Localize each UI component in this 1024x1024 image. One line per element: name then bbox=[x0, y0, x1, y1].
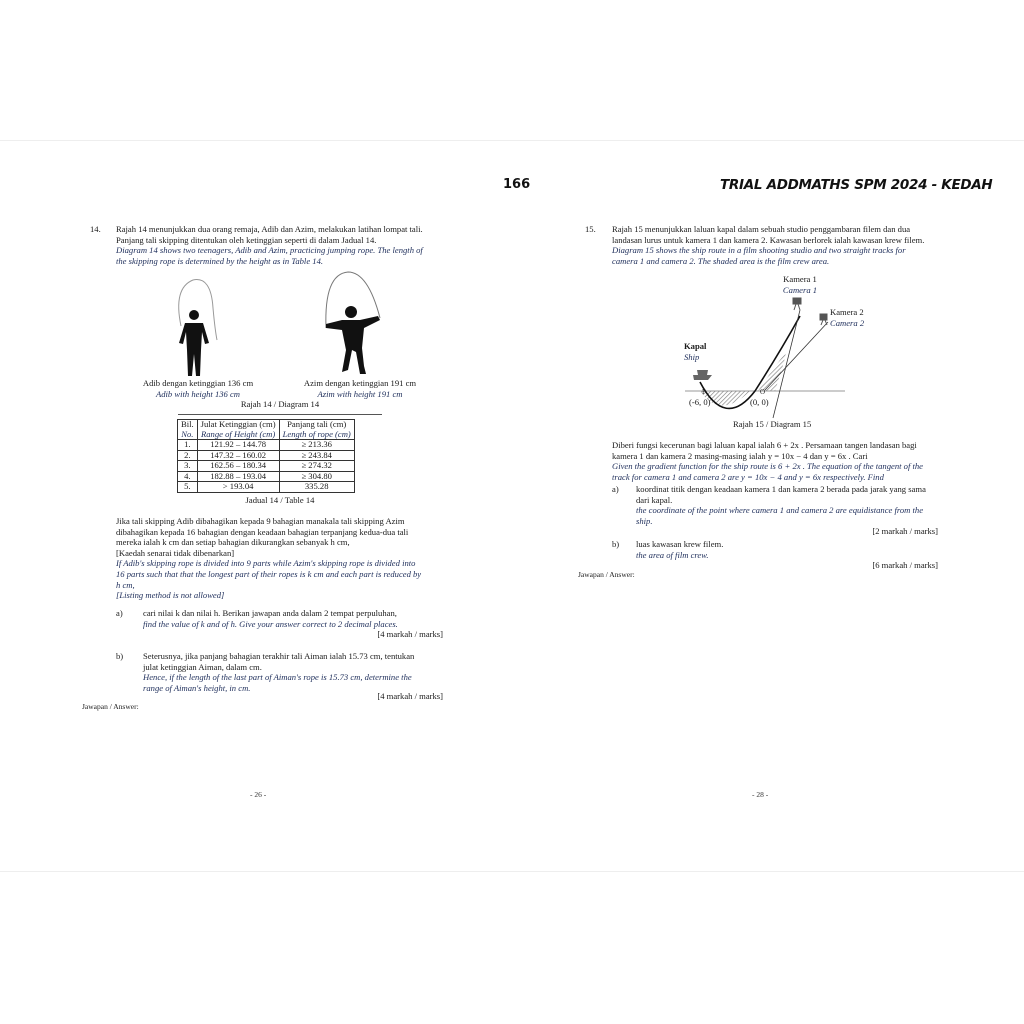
page-number: 166 bbox=[503, 177, 531, 192]
para-en-line: [Listing method is not allowed] bbox=[116, 590, 225, 601]
camera-2-label: Kamera 2 Camera 2 bbox=[830, 307, 865, 328]
intro-en-line: camera 1 and camera 2. The shaded area is the film crew area. bbox=[612, 255, 830, 266]
diagram-15-caption: Rajah 15 / Diagram 15 bbox=[733, 419, 812, 429]
part-b-marks: [4 markah / marks] bbox=[377, 691, 443, 701]
table-header-no: Bil. No. bbox=[178, 420, 198, 440]
table-row: 1. 121.92 – 144.78 ≥ 213.36 bbox=[178, 440, 355, 451]
table-14-caption: Jadual 14 / Table 14 bbox=[245, 495, 315, 505]
part-b-ms: Seterusnya, jika panjang bahagian terakhir tali Aiman ialah 15.73 cm, tentukan bbox=[143, 651, 415, 661]
table-header-length: Panjang tali (cm) Length of rope (cm) bbox=[279, 420, 354, 440]
part-a-en: the coordinate of the point where camera 1 and camera 2 are equidistance from the bbox=[636, 505, 924, 516]
divider bbox=[178, 414, 382, 415]
part-b-text bbox=[636, 539, 723, 560]
adib-caption bbox=[138, 378, 258, 399]
diagram-14-caption: Rajah 14 / Diagram 14 bbox=[240, 399, 320, 409]
intro-en-line: Diagram 14 shows two teenagers, Adib and Azim, practicing jumping rope. The length of bbox=[116, 245, 423, 256]
part-a-ms: koordinat titik dengan keadaan kamera 1 dan kamera 2 berada pada jarak yang sama bbox=[636, 484, 926, 494]
part-b-en: Hence, if the length of the last part of Aiman's rope is 15.73 cm, determine the bbox=[143, 672, 412, 683]
camera-1-label: Kamera 1 Camera 1 bbox=[782, 274, 818, 295]
para-ms-line: [Kaedah senarai tidak dibenarkan] bbox=[116, 547, 235, 558]
table-row: 5. > 193.04 335.28 bbox=[178, 482, 355, 493]
para-en-line: 16 parts such that that the longest part of their ropes is k cm and each part is reduced by bbox=[116, 568, 422, 579]
azim-caption-ms: Azim dengan ketinggian 191 cm bbox=[303, 378, 417, 388]
para-ms-line: dibahagikan kepada 16 bahagian dengan keadaan bahagian terpanjang kedua-dua tali bbox=[116, 526, 409, 537]
intro-ms-line: landasan lurus untuk kamera 1 dan kamera 2. Kawasan berlorek ialah kawasan krew filem. bbox=[612, 234, 925, 245]
page-footer: - 26 - bbox=[250, 790, 267, 799]
adib-caption-ms: Adib dengan ketinggian 136 cm bbox=[142, 378, 254, 388]
para-en-line: Given the gradient function for the ship route is 6 + 2x . The equation of the tangent of the bbox=[612, 461, 923, 472]
table-row: 4. 182.88 – 193.04 ≥ 304.80 bbox=[178, 471, 355, 482]
adib-caption-en: Adib with height 136 cm bbox=[155, 388, 241, 399]
part-b-en: range of Aiman's height, in cm. bbox=[143, 682, 251, 693]
question-number: 14. bbox=[90, 224, 101, 234]
part-a-text bbox=[143, 608, 398, 629]
part-b-text bbox=[143, 651, 414, 693]
point-p-coord: (-6, 0) bbox=[689, 397, 711, 407]
para-en-line: If Adib's skipping rope is divided into 9 parts while Azim's skipping rope is divided into bbox=[116, 558, 416, 569]
part-a-text bbox=[636, 484, 926, 526]
point-p-label: P bbox=[702, 388, 706, 396]
table-row: 3. 162.56 – 180.34 ≥ 274.32 bbox=[178, 461, 355, 472]
para-en-line: track for camera 1 and camera 2 are y = 10x − 4 and y = 6x respectively. Find bbox=[612, 471, 884, 482]
answer-label: Jawapan / Answer: bbox=[82, 702, 139, 711]
part-a-label: a) bbox=[116, 608, 123, 618]
point-o-label: O bbox=[760, 388, 766, 396]
page-footer: - 28 - bbox=[752, 790, 769, 799]
part-b-label: b) bbox=[116, 651, 124, 661]
para-en-line: h cm, bbox=[116, 579, 135, 590]
part-a-en: find the value of k and of h. Give your answer correct to 2 decimal places. bbox=[143, 618, 398, 629]
azim-caption-en: Azim with height 191 cm bbox=[317, 388, 403, 399]
adib-skipping-figure bbox=[165, 268, 225, 380]
part-b-marks: [6 markah / marks] bbox=[872, 560, 938, 570]
question-14-paragraph bbox=[116, 516, 421, 601]
camera-1-icon bbox=[793, 298, 801, 310]
rope-length-table bbox=[177, 419, 355, 493]
ship-label: Kapal Ship bbox=[684, 341, 707, 362]
intro-ms-line: Panjang tali skipping ditentukan oleh ketinggian seperti di dalam Jadual 14. bbox=[116, 234, 377, 245]
question-15-intro bbox=[612, 224, 924, 266]
azim-skipping-figure bbox=[318, 270, 388, 380]
azim-caption bbox=[298, 378, 422, 399]
camera-2-icon bbox=[820, 314, 827, 325]
intro-ms-line: Rajah 15 menunjukkan laluan kapal dalam sebuah studio penggambaran filem dan dua bbox=[612, 224, 911, 234]
table-row: 2. 147.32 – 160.02 ≥ 243.84 bbox=[178, 450, 355, 461]
intro-ms-line: Rajah 14 menunjukkan dua orang remaja, Adib dan Azim, melakukan latihan lompat tali. bbox=[116, 224, 423, 234]
part-b-label: b) bbox=[612, 539, 620, 549]
para-ms-line: Jika tali skipping Adib dibahagikan kepada 9 bahagian manakala tali skipping Azim bbox=[116, 516, 405, 526]
document-title: TRIAL ADDMATHS SPM 2024 - KEDAH bbox=[720, 177, 993, 193]
part-b-ms: julat ketinggian Aiman, dalam cm. bbox=[143, 661, 262, 672]
ship-icon bbox=[693, 370, 712, 380]
point-o-coord: (0, 0) bbox=[750, 397, 769, 407]
para-ms-line: Diberi fungsi kecerunan bagi laluan kapal ialah 6 + 2x . Persamaan tangen landasan bagi bbox=[612, 440, 917, 450]
table-header-height: Julat Ketinggian (cm) Range of Height (cm) bbox=[197, 420, 279, 440]
intro-en-line: Diagram 15 shows the ship route in a film shooting studio and two straight tracks for bbox=[612, 245, 906, 256]
answer-label: Jawapan / Answer: bbox=[578, 570, 635, 579]
part-a-ms: cari nilai k dan nilai h. Berikan jawapan anda dalam 2 tempat perpuluhan, bbox=[143, 608, 397, 618]
part-a-label: a) bbox=[612, 484, 619, 494]
part-a-en: ship. bbox=[636, 515, 653, 526]
part-a-marks: [4 markah / marks] bbox=[377, 629, 443, 639]
part-b-en: the area of film crew. bbox=[636, 549, 709, 560]
question-14-intro bbox=[116, 224, 423, 266]
part-b-ms: luas kawasan krew filem. bbox=[636, 539, 724, 549]
question-15-paragraph bbox=[612, 440, 923, 482]
para-ms-line: kamera 1 dan kamera 2 masing-masing ialah y = 10x − 4 dan y = 6x . Cari bbox=[612, 450, 868, 461]
part-a-ms: dari kapal. bbox=[636, 494, 673, 505]
para-ms-line: mereka ialah k cm dan setiap bahagian dikurangkan sebanyak h cm, bbox=[116, 537, 350, 548]
question-number: 15. bbox=[585, 224, 596, 234]
camera-2-track bbox=[765, 322, 828, 390]
part-a-marks: [2 markah / marks] bbox=[872, 526, 938, 536]
intro-en-line: the skipping rope is determined by the height as in Table 14. bbox=[116, 255, 324, 266]
